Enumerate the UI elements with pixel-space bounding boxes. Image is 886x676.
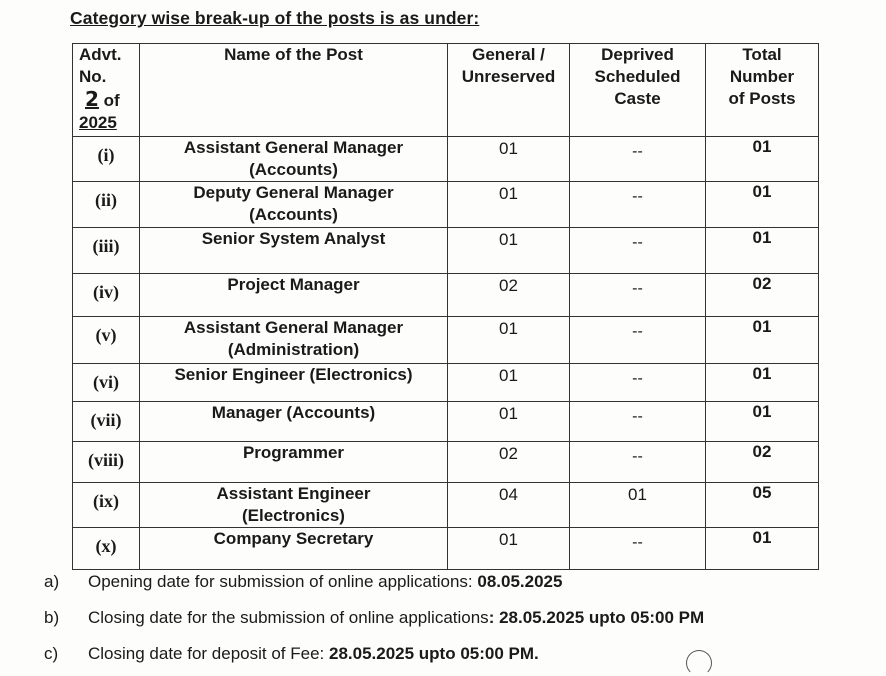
serial-number: (viii) [73,442,140,483]
post-name [140,274,448,317]
total-count: 01 [706,228,819,274]
post-name-header: Name of the Post [140,44,448,137]
dsc-count: -- [570,364,706,402]
dsc-count: -- [570,182,706,228]
post-name [140,528,448,570]
serial-number: (v) [73,317,140,364]
serial-number: (ii) [73,182,140,228]
serial-number: (vi) [73,364,140,402]
post-name-line: Company Secretary [213,529,374,548]
serial-number: (iii) [73,228,140,274]
post-name [140,137,448,182]
general-count: 02 [448,274,570,317]
table-row [73,137,819,182]
note-closing-date: b) Closing date for the submission of online applications: 28.05.2025 upto 05:00 PM [44,608,705,627]
dsc-count: 01 [570,483,706,528]
post-name [140,402,448,442]
post-name-line: (Electronics) [242,506,345,525]
handwritten-advt-number: 2 [85,87,99,111]
total-header: Total Number of Posts [706,44,819,137]
table-row [73,402,819,442]
post-name [140,483,448,528]
post-name-line: Manager (Accounts) [211,403,376,422]
serial-number: (ix) [73,483,140,528]
general-count: 02 [448,442,570,483]
post-name-line: (Administration) [227,340,360,359]
table-row [73,483,819,528]
advt-no-header: Advt. No. 2 of 2025 [73,44,140,137]
post-name-line: Assistant General Manager [183,318,404,337]
general-count: 04 [448,483,570,528]
post-name-line: (Accounts) [249,205,338,224]
post-name-line: Assistant General Manager [183,138,404,157]
post-name-line: Deputy General Manager [193,183,394,202]
total-count: 01 [706,182,819,228]
note-fee-date: c) Closing date for deposit of Fee: 28.05.2025 upto 05:00 PM. [44,644,539,663]
general-count: 01 [448,528,570,570]
serial-number: (vii) [73,402,140,442]
table-row [73,317,819,364]
total-count: 02 [706,442,819,483]
dsc-count: -- [570,274,706,317]
dsc-count: -- [570,228,706,274]
note-opening-date: a) Opening date for submission of online applications: 08.05.2025 [44,572,563,591]
post-name-line: Project Manager [227,275,360,294]
header-row [73,44,819,137]
table-row [73,442,819,483]
dsc-count: -- [570,402,706,442]
post-name [140,228,448,274]
total-count: 01 [706,137,819,182]
post-name-line: (Accounts) [249,160,338,179]
post-name-line: Senior Engineer (Electronics) [174,365,413,384]
serial-number: (x) [73,528,140,570]
post-name [140,317,448,364]
general-count: 01 [448,228,570,274]
general-count: 01 [448,402,570,442]
table-row [73,274,819,317]
general-count: 01 [448,182,570,228]
dsc-count: -- [570,528,706,570]
serial-number: (iv) [73,274,140,317]
general-header: General / Unreserved [448,44,570,137]
post-name-line: Senior System Analyst [201,229,386,248]
pen-mark [686,650,712,676]
total-count: 05 [706,483,819,528]
serial-number: (i) [73,137,140,182]
general-count: 01 [448,137,570,182]
general-count: 01 [448,317,570,364]
general-count: 01 [448,364,570,402]
total-count: 02 [706,274,819,317]
table-row [73,182,819,228]
total-count: 01 [706,317,819,364]
posts-table [72,43,819,570]
table-row [73,528,819,570]
post-name-line: Programmer [242,443,345,462]
total-count: 01 [706,402,819,442]
dsc-count: -- [570,317,706,364]
page-heading: Category wise break-up of the posts is as under: [70,8,480,28]
dsc-count: -- [570,137,706,182]
post-name [140,182,448,228]
total-count: 01 [706,528,819,570]
dsc-count: -- [570,442,706,483]
table-row [73,228,819,274]
dsc-header: Deprived Scheduled Caste [570,44,706,137]
post-name [140,442,448,483]
total-count: 01 [706,364,819,402]
post-name-line: Assistant Engineer [216,484,371,503]
table-row [73,364,819,402]
post-name [140,364,448,402]
